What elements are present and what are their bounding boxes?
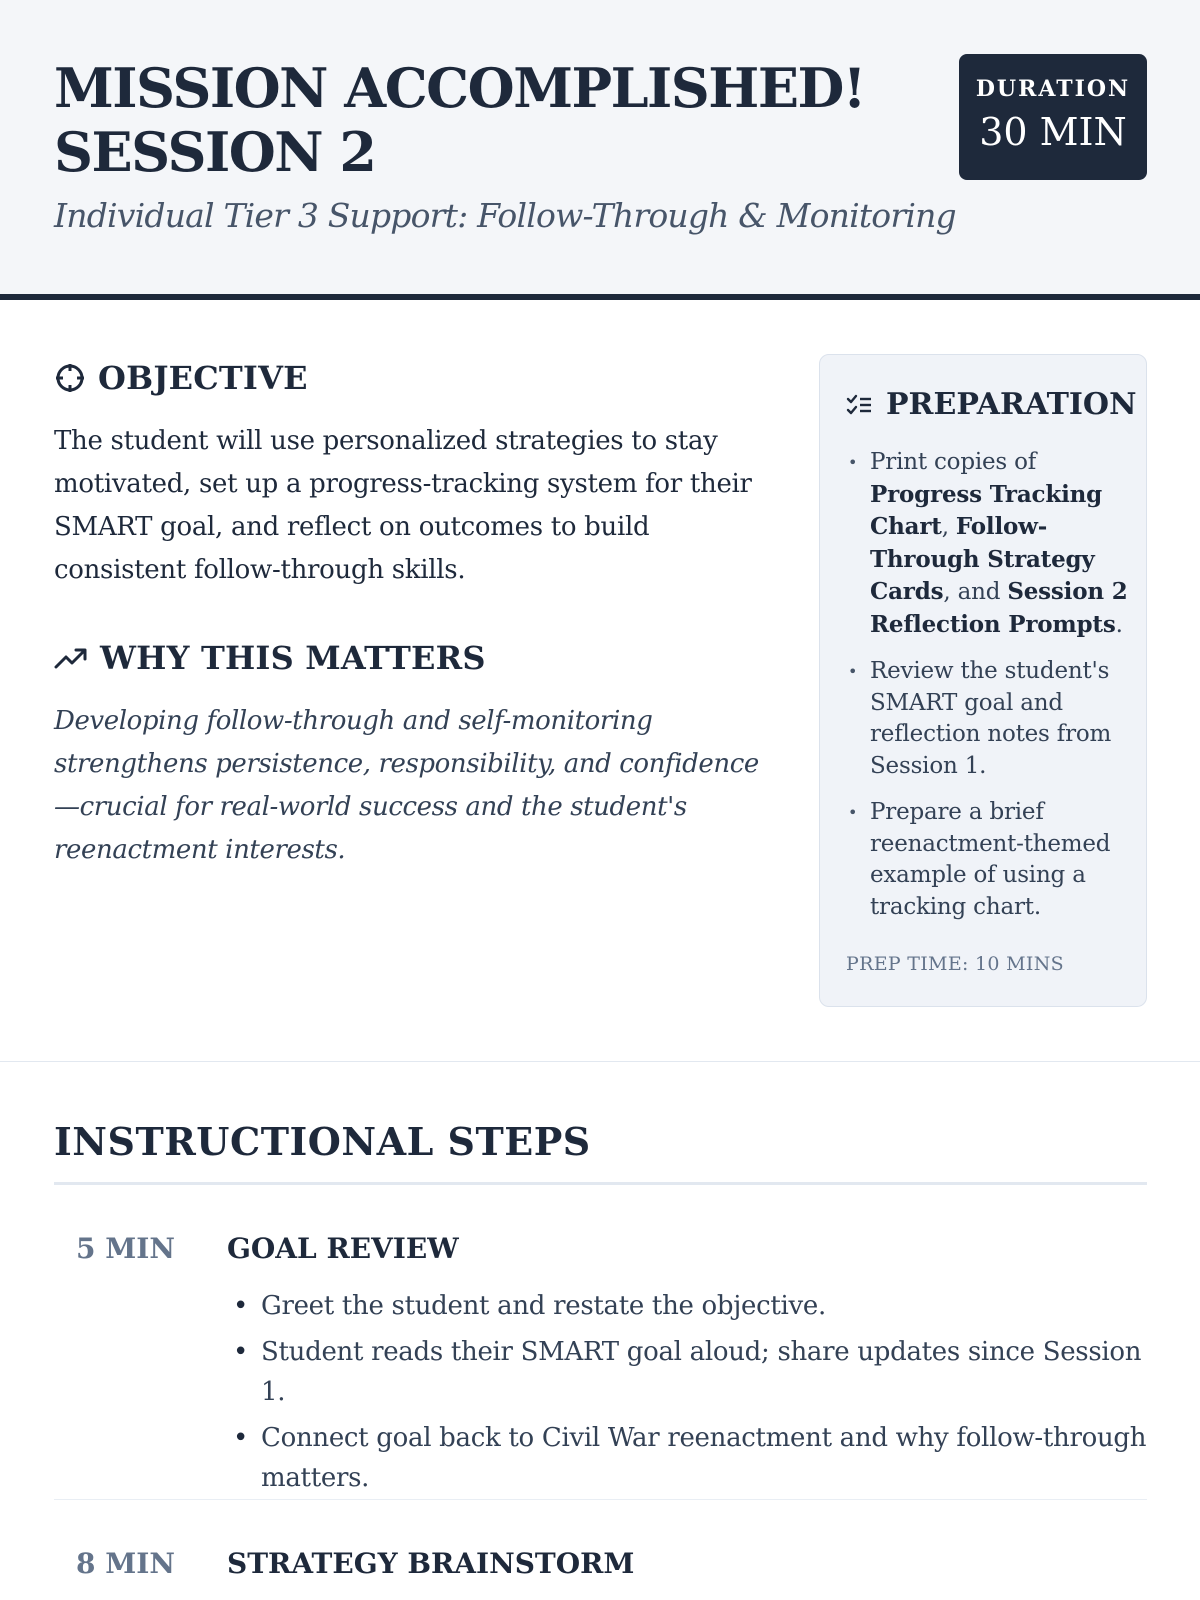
- title-line-2: SESSION 2: [54, 120, 376, 184]
- preparation-heading: [846, 385, 1137, 425]
- why-heading-label: WHY THIS MATTERS: [100, 639, 486, 677]
- preparation-panel: [819, 354, 1147, 1007]
- duration-badge: [959, 54, 1147, 180]
- prep-time: PREP TIME: 10 MINS: [846, 953, 1064, 975]
- crosshair-icon: [54, 362, 86, 394]
- duration-label: DURATION: [975, 76, 1131, 102]
- why-heading: [54, 638, 486, 678]
- objective-heading-label: OBJECTIVE: [98, 359, 308, 397]
- prep-material: Progress Tracking Chart: [870, 480, 1103, 540]
- preparation-heading-label: PREPARATION: [886, 387, 1137, 422]
- steps-heading: INSTRUCTIONAL STEPS: [54, 1119, 591, 1164]
- step-time: 8 MIN: [76, 1547, 175, 1580]
- step-bullets: [227, 1286, 1147, 1504]
- step-title: GOAL REVIEW: [227, 1232, 459, 1265]
- step-divider: [54, 1499, 1147, 1500]
- prep-text: Print copies of: [870, 449, 1037, 475]
- page-header: [0, 0, 1200, 300]
- step-bullet: • Connect goal back to Civil War reenactment and why follow-through matters.: [227, 1418, 1147, 1498]
- page-title: [54, 56, 914, 184]
- why-text: Developing follow-through and self-monitoring strengthens persistence, responsibility, and confidence—crucial for real-world success and the student's reenactment interests.: [54, 706, 759, 865]
- step-title: STRATEGY BRAINSTORM: [227, 1547, 635, 1580]
- duration-value: 30 MIN: [979, 110, 1127, 154]
- steps-heading-rule: [54, 1182, 1147, 1185]
- prep-text: .: [1115, 611, 1123, 638]
- trending-up-icon: [54, 645, 88, 671]
- title-line-1: MISSION ACCOMPLISHED!: [54, 56, 866, 120]
- checklist-icon: [846, 393, 872, 417]
- preparation-item: • Prepare a brief reenactment-themed example of using a tracking chart.: [846, 797, 1136, 923]
- prep-text: , and: [943, 579, 1008, 605]
- preparation-item: • Review the student's SMART goal and reflection notes from Session 1.: [846, 656, 1136, 782]
- step-bullet: • Greet the student and restate the objective.: [227, 1286, 1147, 1326]
- preparation-item: [846, 447, 1136, 641]
- step-bullet: • Student reads their SMART goal aloud; share updates since Session 1.: [227, 1332, 1147, 1412]
- prep-text: ,: [941, 514, 956, 540]
- prep-material: Session 2 Reflection Prompts: [870, 578, 1128, 638]
- step-time: 5 MIN: [76, 1232, 175, 1265]
- objective-heading: [54, 358, 308, 398]
- page-subtitle: Individual Tier 3 Support: Follow-Through & Monitoring: [54, 196, 956, 235]
- section-divider: [0, 1061, 1200, 1062]
- objective-text: The student will use personalized strategies to stay motivated, set up a progress-tracking system for their SMART goal, and reflect on outcomes to build consistent follow-through skills.: [54, 426, 752, 585]
- preparation-list: [846, 447, 1136, 938]
- prep-material: Follow-Through Strategy Cards: [870, 513, 1095, 605]
